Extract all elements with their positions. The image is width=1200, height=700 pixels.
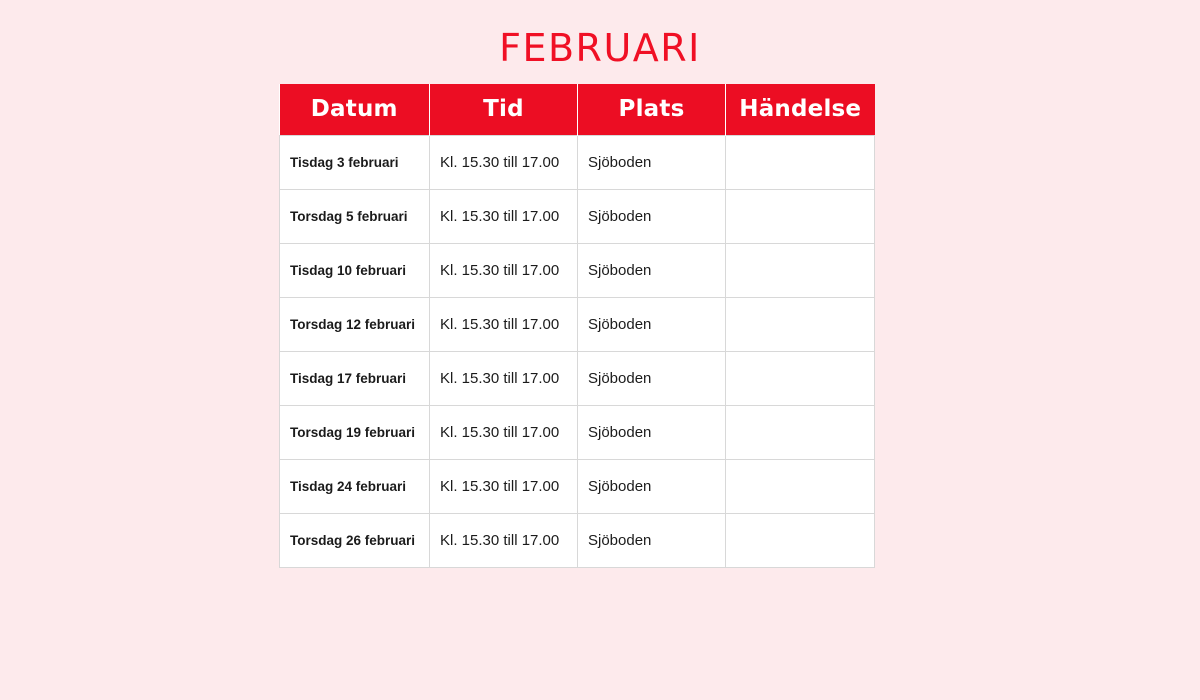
table-header-row (280, 84, 875, 136)
cell-plats: Sjöboden (578, 136, 726, 190)
cell-plats: Sjöboden (578, 406, 726, 460)
cell-tid: Kl. 15.30 till 17.00 (430, 190, 578, 244)
cell-handelse (726, 298, 875, 352)
cell-tid: Kl. 15.30 till 17.00 (430, 298, 578, 352)
page-title: FEBRUARI (499, 26, 701, 70)
table-row (280, 406, 875, 460)
column-header-datum: Datum (280, 84, 430, 136)
cell-datum: Torsdag 19 februari (280, 406, 430, 460)
cell-plats: Sjöboden (578, 244, 726, 298)
cell-handelse (726, 460, 875, 514)
table-row (280, 460, 875, 514)
cell-plats: Sjöboden (578, 514, 726, 568)
table-row (280, 244, 875, 298)
cell-handelse (726, 190, 875, 244)
cell-datum: Torsdag 12 februari (280, 298, 430, 352)
cell-handelse (726, 136, 875, 190)
cell-plats: Sjöboden (578, 190, 726, 244)
table-body (280, 136, 875, 568)
cell-datum: Tisdag 17 februari (280, 352, 430, 406)
cell-tid: Kl. 15.30 till 17.00 (430, 136, 578, 190)
cell-plats: Sjöboden (578, 298, 726, 352)
cell-datum: Torsdag 26 februari (280, 514, 430, 568)
table-row (280, 298, 875, 352)
table-header (280, 84, 875, 136)
cell-handelse (726, 514, 875, 568)
cell-plats: Sjöboden (578, 352, 726, 406)
column-header-plats: Plats (578, 84, 726, 136)
cell-datum: Tisdag 3 februari (280, 136, 430, 190)
column-header-tid: Tid (430, 84, 578, 136)
schedule-table (279, 84, 875, 568)
cell-plats: Sjöboden (578, 460, 726, 514)
cell-tid: Kl. 15.30 till 17.00 (430, 514, 578, 568)
table-row (280, 136, 875, 190)
cell-handelse (726, 406, 875, 460)
column-header-handelse: Händelse (726, 84, 875, 136)
cell-handelse (726, 244, 875, 298)
cell-tid: Kl. 15.30 till 17.00 (430, 244, 578, 298)
schedule-table-container (279, 84, 874, 568)
cell-tid: Kl. 15.30 till 17.00 (430, 460, 578, 514)
cell-datum: Tisdag 24 februari (280, 460, 430, 514)
cell-datum: Torsdag 5 februari (280, 190, 430, 244)
cell-datum: Tisdag 10 februari (280, 244, 430, 298)
cell-tid: Kl. 15.30 till 17.00 (430, 406, 578, 460)
cell-tid: Kl. 15.30 till 17.00 (430, 352, 578, 406)
table-row (280, 352, 875, 406)
table-row (280, 190, 875, 244)
cell-handelse (726, 352, 875, 406)
table-row (280, 514, 875, 568)
